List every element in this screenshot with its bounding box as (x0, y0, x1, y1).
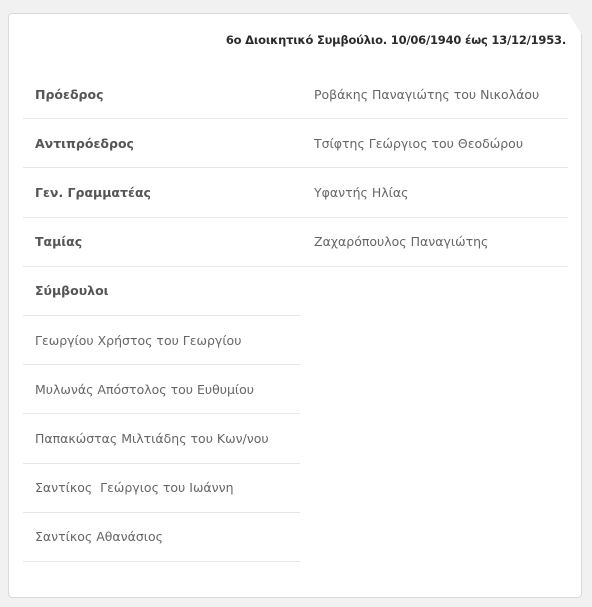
role-president: Πρόεδρος (23, 70, 300, 119)
board-title: 6ο Διοικητικό Συμβούλιο. 10/06/1940 έως 13/12/1953. (225, 33, 566, 47)
councillor-item: Γεωργίου Χρήστος του Γεωργίου (23, 316, 300, 365)
treasurer-name: Ζαχαρόπουλος Παναγιώτης (300, 218, 568, 267)
vice-president-name: Τσίφτης Γεώργιος του Θεοδώρου (300, 119, 568, 168)
roles-column (23, 70, 300, 562)
role-vice-president: Αντιπρόεδρος (23, 119, 300, 168)
role-treasurer: Ταμίας (23, 218, 300, 267)
councillor-item: Σαντίκος Γεώργιος του Ιωάννη (23, 464, 300, 513)
role-councillors: Σύμβουλοι (23, 267, 300, 316)
president-name: Ροβάκης Παναγιώτης του Νικολάου (300, 70, 568, 119)
councillor-item: Μυλωνάς Απόστολος του Ευθυμίου (23, 365, 300, 414)
board-panel (8, 13, 582, 598)
councillor-item: Σαντίκος Αθανάσιος (23, 513, 300, 562)
corner-notch (568, 13, 582, 35)
role-general-secretary: Γεν. Γραμματέας (23, 168, 300, 217)
officers-column (300, 70, 568, 267)
councillor-item: Παπακώστας Μιλτιάδης του Κων/νου (23, 414, 300, 463)
general-secretary-name: Υφαντής Ηλίας (300, 168, 568, 217)
